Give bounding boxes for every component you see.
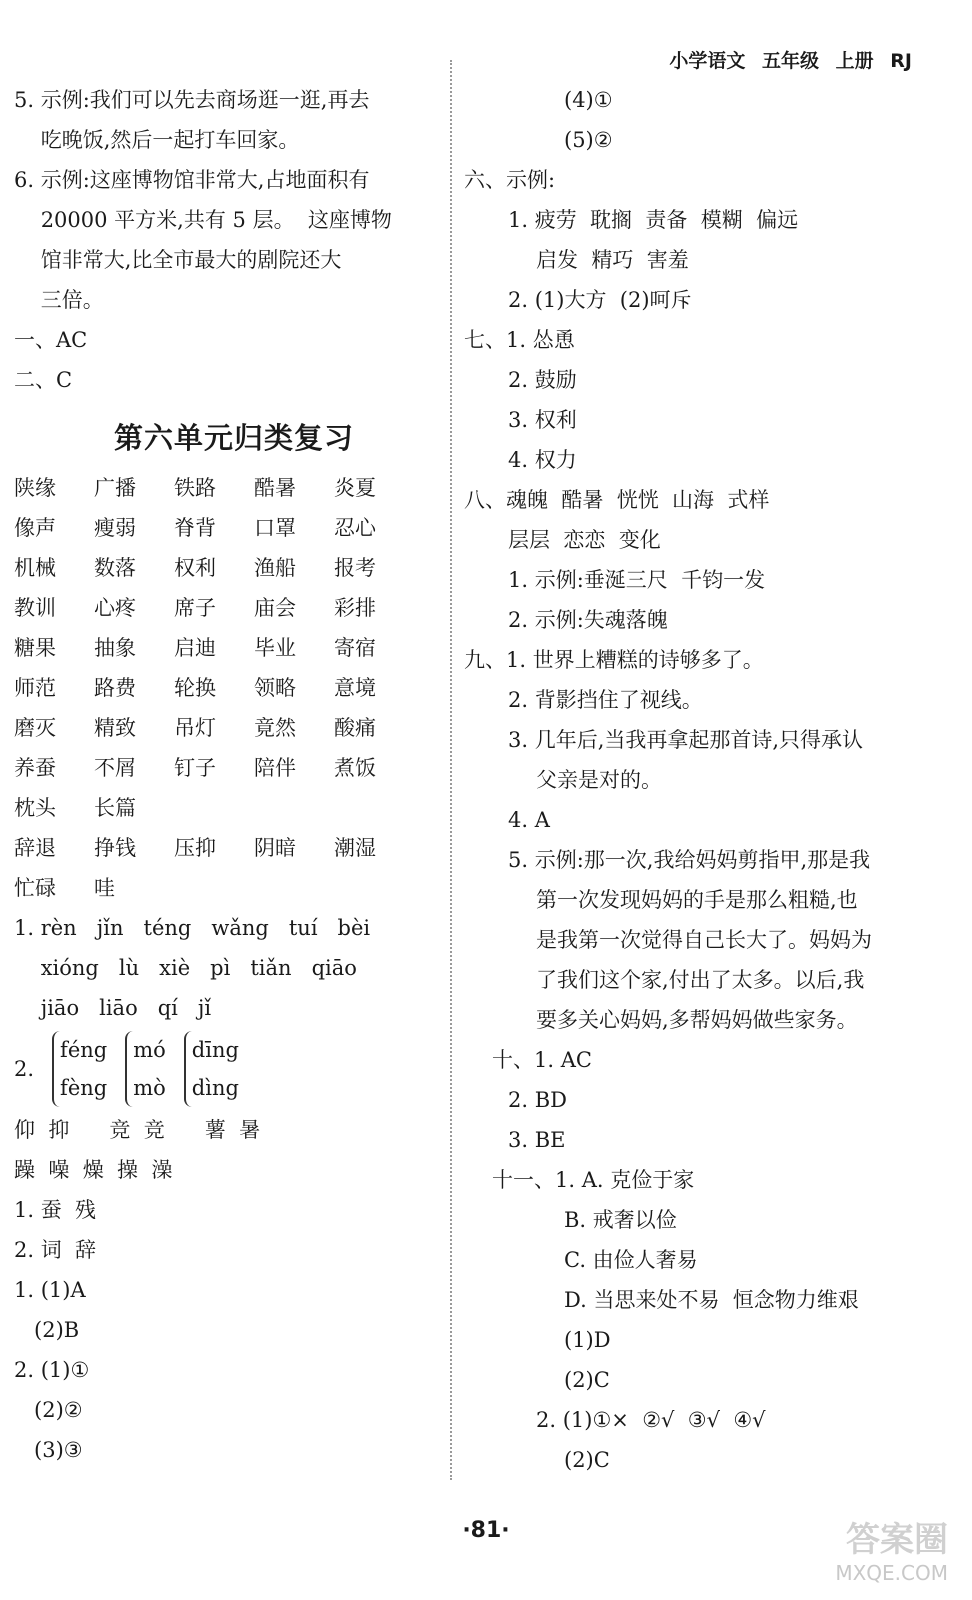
vocab-word: 庙会 (254, 596, 296, 620)
answer-line: 十一、1. A. 克俭于家 (492, 1168, 695, 1192)
answer-line: 层层 恋恋 变化 (508, 528, 661, 552)
header-subject: 小学语文 (669, 50, 746, 72)
answer-line: (2)② (14, 1398, 83, 1422)
vocab-word: 压抑 (174, 836, 216, 860)
pinyin-brace-group (52, 1031, 107, 1107)
answer-line: 3. BE (508, 1128, 566, 1152)
answer-line: 20000 平方米,共有 5 层。 这座博物 (14, 208, 392, 232)
answer-line: 1. (1)A (14, 1278, 86, 1302)
answer-line: 八、魂魄 酷暑 恍恍 山海 式样 (464, 488, 770, 512)
left-pre-answers (14, 80, 434, 400)
vocab-word (174, 868, 254, 908)
answer-line: 仰 抑 竞 竞 薯 暑 (14, 1118, 261, 1142)
answer-line: 5. 示例:我们可以先去商场逛一逛,再去 (14, 88, 370, 112)
vocab-word: 脊背 (174, 516, 216, 540)
vocab-word (334, 868, 414, 908)
answer-line: C. 由俭人奢易 (564, 1248, 698, 1272)
answer-line: 1. 疲劳 耽搁 责备 模糊 偏远 (508, 208, 799, 232)
vocab-word: 路费 (94, 676, 136, 700)
answer-line: (4)① (564, 88, 613, 112)
vocab-word: 钉子 (174, 756, 216, 780)
vocab-word: 广播 (94, 476, 136, 500)
pinyin-reading: fèng (60, 1076, 108, 1100)
vocab-word: 忍心 (334, 516, 376, 540)
vocab-word: 意境 (334, 676, 376, 700)
answer-line: 吃晚饭,然后一起打车回家。 (14, 128, 300, 152)
vocab-word: 阴暗 (254, 836, 296, 860)
watermark-url: MXQE.COM (835, 1561, 948, 1585)
right-column (464, 80, 944, 1480)
vocab-word: 寄宿 (334, 636, 376, 660)
vocab-word: 忙碌 (14, 876, 56, 900)
vocab-word: 席子 (174, 596, 216, 620)
vocab-word: 领略 (254, 676, 296, 700)
header-volume: 上册 (835, 50, 874, 72)
vocab-word: 吊灯 (174, 716, 216, 740)
pinyin-reading: mò (133, 1076, 166, 1100)
pinyin-reading: féng (60, 1038, 108, 1062)
pinyin-brace-answers (14, 1028, 434, 1110)
watermark (835, 1520, 948, 1586)
left-post-answers (14, 1110, 434, 1470)
page-header (669, 46, 912, 73)
vocab-word: 糖果 (14, 636, 56, 660)
vocab-word: 报考 (334, 556, 376, 580)
answer-line: 6. 示例:这座博物馆非常大,占地面积有 (14, 168, 370, 192)
vocab-word: 轮换 (174, 676, 216, 700)
vocab-word: 酷暑 (254, 476, 296, 500)
vocab-word (254, 788, 334, 828)
answer-line: 六、示例: (464, 168, 556, 192)
vocab-word (334, 788, 414, 828)
answer-line: 1. 示例:垂涎三尺 千钧一发 (508, 568, 766, 592)
vocab-word: 渔船 (254, 556, 296, 580)
pinyin-line: 1. rèn jǐn téng wǎng tuí bèi (14, 916, 371, 940)
answer-line: 第一次发现妈妈的手是那么粗糙,也 (536, 888, 858, 912)
vocab-word: 炎夏 (334, 476, 376, 500)
vocab-word: 酸痛 (334, 716, 376, 740)
vocab-word: 机械 (14, 556, 56, 580)
vocab-word: 不屑 (94, 756, 136, 780)
pinyin-reading: dìng (191, 1076, 239, 1100)
vocab-word: 瘦弱 (94, 516, 136, 540)
answer-line: 2. BD (508, 1088, 567, 1112)
pinyin-brace-group (125, 1031, 166, 1107)
vocab-word: 磨灭 (14, 716, 56, 740)
pinyin-reading: mó (133, 1038, 166, 1062)
vocab-word: 权利 (174, 556, 216, 580)
answer-line: 2. 背影挡住了视线。 (508, 688, 703, 712)
header-edition: RJ (890, 50, 912, 72)
answer-line: (2)C (564, 1368, 610, 1392)
vocab-word: 彩排 (334, 596, 376, 620)
left-column (14, 80, 434, 1470)
answer-line: 3. 权利 (508, 408, 577, 432)
answer-line: 4. 权力 (508, 448, 577, 472)
answer-line: 馆非常大,比全市最大的剧院还大 (14, 248, 342, 272)
answer-line: 启发 精巧 害羞 (536, 248, 689, 272)
vocab-word: 数落 (94, 556, 136, 580)
answer-line: B. 戒奢以俭 (564, 1208, 677, 1232)
pinyin-brace-group (184, 1031, 239, 1107)
answer-line: 了我们这个家,付出了太多。以后,我 (536, 968, 865, 992)
vocab-word: 哇 (94, 876, 115, 900)
vocab-word (174, 788, 254, 828)
vocab-word: 陕缘 (14, 476, 56, 500)
answer-line: D. 当思来处不易 恒念物力维艰 (564, 1288, 859, 1312)
answer-line: 三倍。 (14, 288, 104, 312)
answer-line: 2. 鼓励 (508, 368, 577, 392)
vocab-word: 煮饭 (334, 756, 376, 780)
vocab-word: 毕业 (254, 636, 296, 660)
vocab-word: 养蚕 (14, 756, 56, 780)
answer-line: (1)D (564, 1328, 611, 1352)
answer-line: 要多关心妈妈,多帮妈妈做些家务。 (536, 1008, 858, 1032)
answer-line: (3)③ (14, 1438, 83, 1462)
answer-line: 2. (1)大方 (2)呵斥 (508, 288, 692, 312)
watermark-brand: 答案圈 (846, 1520, 948, 1560)
vocab-word: 像声 (14, 516, 56, 540)
answer-line: 2. 词 辞 (14, 1238, 97, 1262)
answer-line: 5. 示例:那一次,我给妈妈剪指甲,那是我 (508, 848, 871, 872)
vocab-word: 抽象 (94, 636, 136, 660)
answer-line: (2)B (14, 1318, 80, 1342)
vocab-word: 潮湿 (334, 836, 376, 860)
answer-line: 七、1. 怂恿 (464, 328, 575, 352)
answer-line: 1. 蚕 残 (14, 1198, 97, 1222)
vocab-word (254, 868, 334, 908)
vocab-word: 教训 (14, 596, 56, 620)
answer-line: 2. (1)① (14, 1358, 90, 1382)
word-list (14, 468, 434, 908)
vocab-word: 陪伴 (254, 756, 296, 780)
answer-line: 一、AC (14, 328, 88, 352)
vocab-word: 心疼 (94, 596, 136, 620)
vocab-word: 铁路 (174, 476, 216, 500)
answer-line: 2. 示例:失魂落魄 (508, 608, 668, 632)
pinyin-reading: dīng (191, 1038, 239, 1062)
pinyin-line: jiāo liāo qí jǐ (14, 996, 212, 1020)
answer-line: 是我第一次觉得自己长大了。妈妈为 (536, 928, 872, 952)
vocab-word: 竟然 (254, 716, 296, 740)
vocab-word: 挣钱 (94, 836, 136, 860)
pinyin2-number: 2. (14, 1057, 35, 1081)
page-number: ·81· (462, 1518, 510, 1543)
answer-line: 二、C (14, 368, 73, 392)
vocab-word: 启迪 (174, 636, 216, 660)
answer-line: 十、1. AC (492, 1048, 592, 1072)
vocab-word: 师范 (14, 676, 56, 700)
answer-line: 3. 几年后,当我再拿起那首诗,只得承认 (508, 728, 864, 752)
column-divider (450, 60, 452, 1480)
answer-line: 4. A (508, 808, 550, 832)
vocab-word: 辞退 (14, 836, 56, 860)
unit-title: 第六单元归类复习 (113, 421, 354, 455)
answer-line: 九、1. 世界上糟糕的诗够多了。 (464, 648, 764, 672)
answer-line: 躁 噪 燥 操 澡 (14, 1158, 173, 1182)
vocab-word: 枕头 (14, 796, 56, 820)
header-grade: 五年级 (762, 50, 820, 72)
pinyin-answers (14, 908, 434, 1028)
answer-line: (5)② (564, 128, 613, 152)
pinyin-line: xióng lù xiè pì tiǎn qiāo (14, 956, 357, 980)
answer-line: 父亲是对的。 (536, 768, 662, 792)
vocab-word: 口罩 (254, 516, 296, 540)
answer-line: 2. (1)①× ②√ ③√ ④√ (536, 1408, 766, 1432)
answer-line: (2)C (564, 1448, 610, 1472)
vocab-word: 精致 (94, 716, 136, 740)
vocab-word: 长篇 (94, 796, 136, 820)
